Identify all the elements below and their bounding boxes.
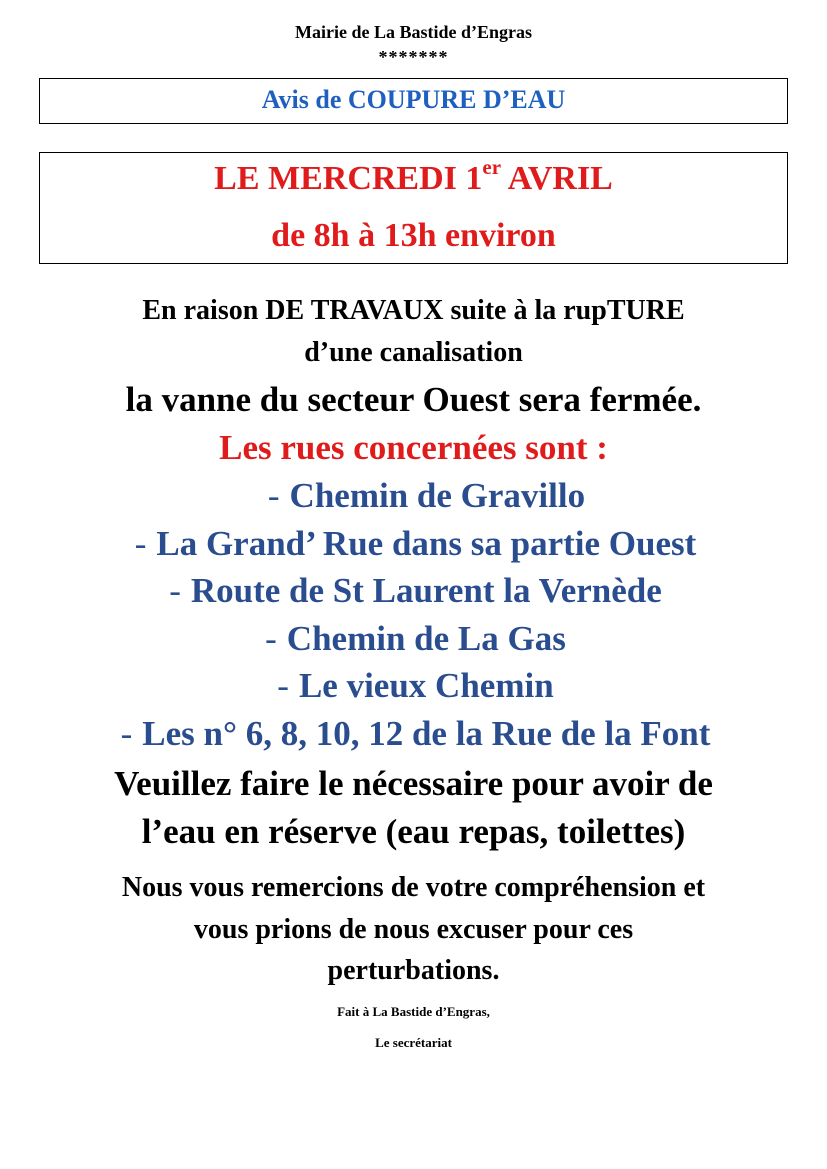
street-name: Route de St Laurent la Vernède (190, 571, 662, 610)
date-line (40, 154, 787, 200)
header-stars-separator: ******* (378, 47, 449, 67)
intro-line-2: d’une canalisation (304, 337, 523, 368)
street-item (0, 617, 827, 661)
vanne-line: la vanne du secteur Ouest sera fermée. (125, 380, 702, 419)
streets-title: Les rues concernées sont : (219, 428, 608, 467)
street-name: Chemin de La Gas (286, 619, 566, 658)
street-item (0, 664, 827, 708)
hours-line: de 8h à 13h environ (271, 217, 556, 254)
street-item (0, 712, 827, 756)
date-box (39, 152, 788, 264)
street-dash: - (265, 619, 277, 658)
notice-title-box (39, 78, 788, 124)
street-dash: - (267, 476, 280, 515)
notice-title: Avis de COUPURE D’EAU (261, 85, 566, 114)
thanks-line-2: vous prions de nous excuser pour ces (193, 914, 634, 945)
date-day-prefix: LE MERCREDI 1 (214, 160, 483, 197)
thanks-line-3: perturbations. (327, 955, 500, 986)
place-signature-line: Fait à La Bastide d’Engras, (337, 1004, 490, 1019)
street-name: Chemin de Gravillo (289, 476, 586, 515)
street-name: Les n° 6, 8, 10, 12 de la Rue de la Font (142, 714, 711, 753)
street-name: La Grand’ Rue dans sa partie Ouest (156, 524, 697, 563)
street-name: Le vieux Chemin (298, 666, 554, 705)
date-month: AVRIL (501, 160, 613, 197)
intro-line-1: En raison DE TRAVAUX suite à la rupTURE (142, 295, 685, 326)
date-day-suffix: er (482, 154, 502, 179)
request-line-1: Veuillez faire le nécessaire pour avoir de (114, 764, 713, 803)
signature: Le secrétariat (375, 1035, 452, 1050)
thanks-line-1: Nous vous remercions de votre compréhension et (121, 872, 706, 903)
request-line-2: l’eau en réserve (eau repas, toilettes) (141, 812, 686, 851)
street-dash: - (134, 524, 147, 563)
street-item (0, 569, 827, 613)
street-dash: - (120, 714, 133, 753)
street-item (0, 522, 827, 566)
street-dash: - (277, 666, 289, 705)
mairie-header: Mairie de La Bastide d’Engras (295, 22, 532, 42)
street-item (0, 474, 827, 518)
street-dash: - (169, 571, 181, 610)
